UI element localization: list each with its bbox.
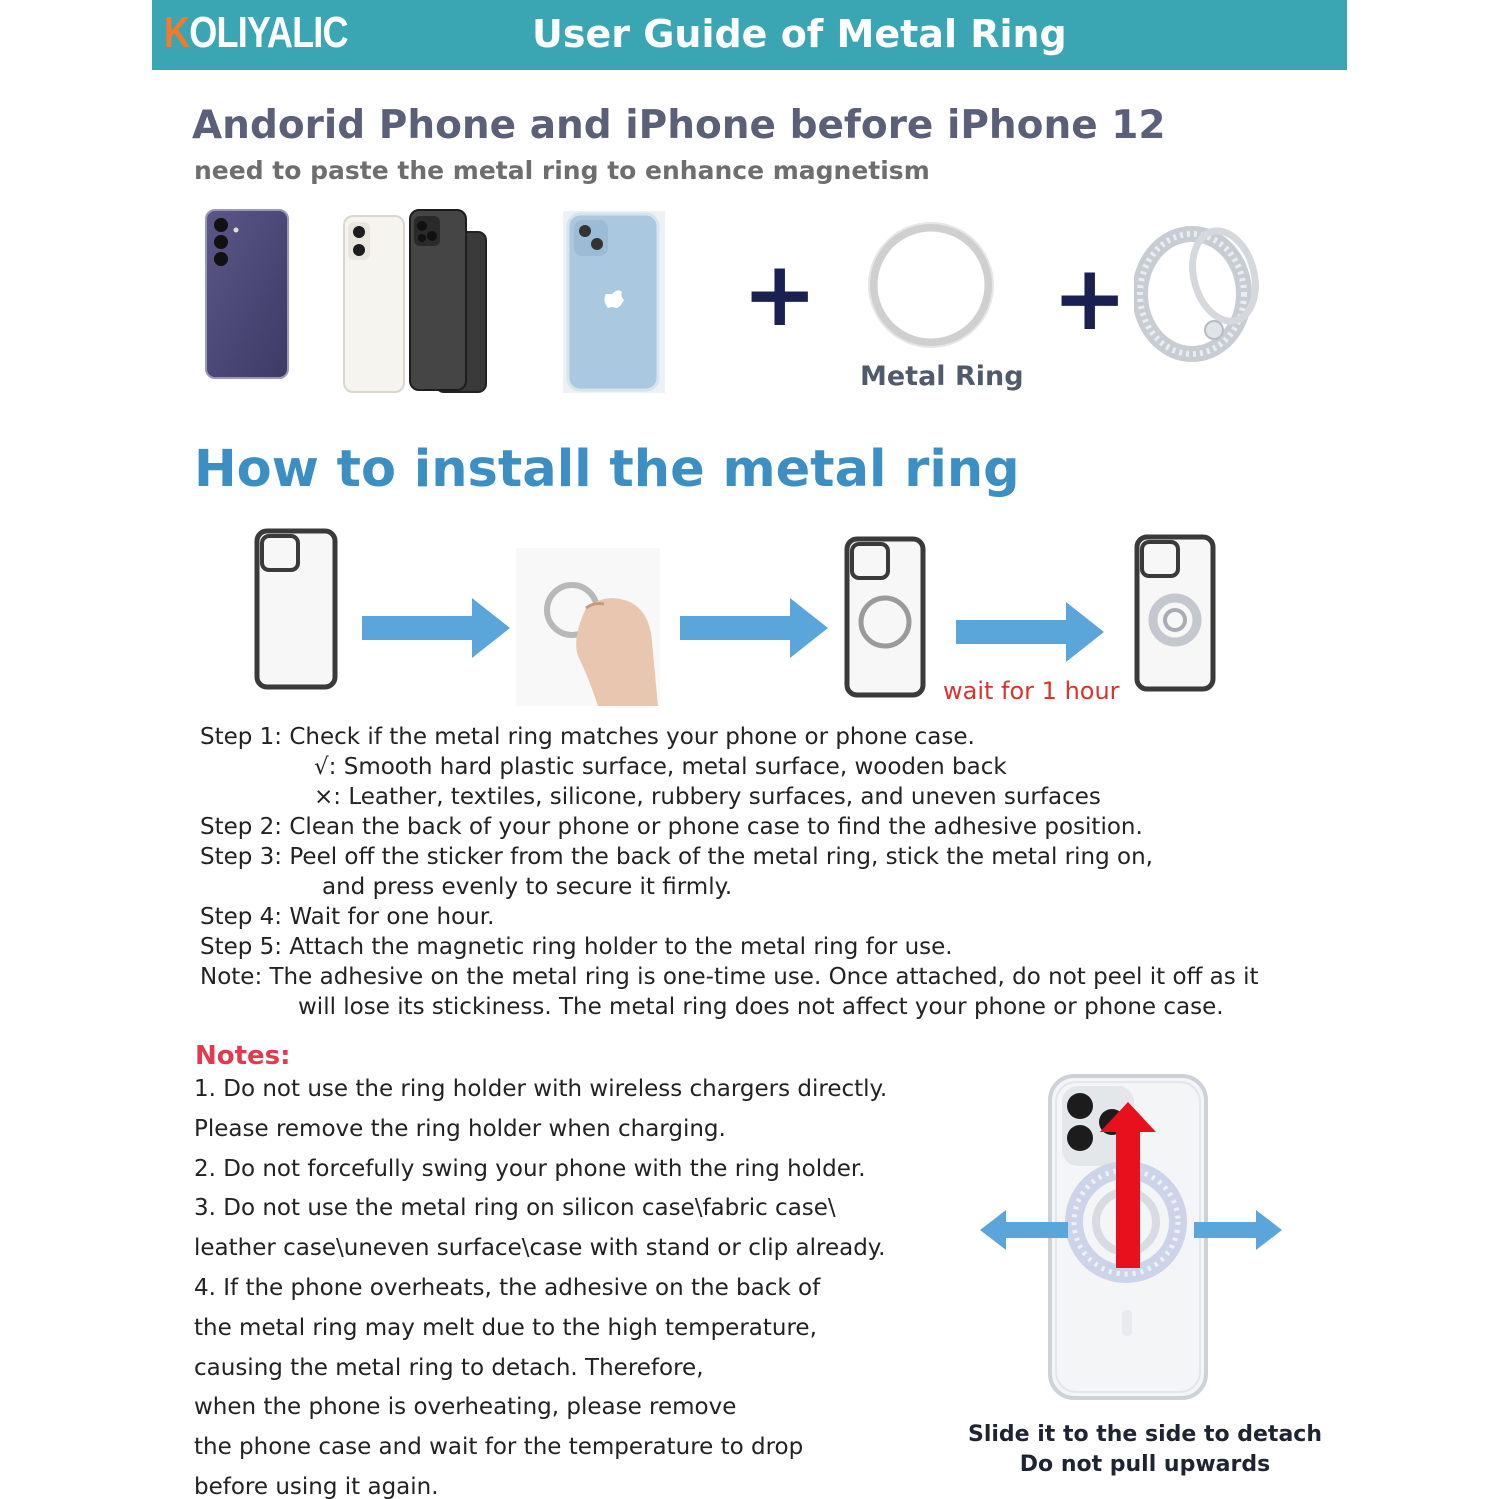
install-steps <box>200 722 1258 1022</box>
step-line: Step 4: Wait for one hour. <box>200 904 495 930</box>
step-line: Step 2: Clean the back of your phone or phone case to find the adhesive position. <box>200 814 1143 840</box>
note-line: causing the metal ring to detach. Therefore, <box>194 1354 704 1381</box>
note-line: 4. If the phone overheats, the adhesive on the back of <box>194 1274 821 1301</box>
page-title: User Guide of Metal Ring <box>532 12 1067 56</box>
ring-holder-image <box>1134 212 1264 362</box>
note-line: Please remove the ring holder when charging. <box>194 1115 726 1142</box>
metal-ring-label: Metal Ring <box>860 361 1024 392</box>
wait-label: wait for 1 hour <box>943 677 1120 705</box>
header-bar <box>152 0 1347 70</box>
note-line: 1. Do not use the ring holder with wireless chargers directly. <box>194 1076 888 1102</box>
detach-caption-line2: Do not pull upwards <box>1019 1452 1271 1477</box>
arrow-right-icon <box>680 596 830 660</box>
note-line: 2. Do not forcefully swing your phone with the ring holder. <box>194 1155 866 1182</box>
compat-subtitle: need to paste the metal ring to enhance magnetism <box>194 156 930 185</box>
step-line: will lose its stickiness. The metal ring does not affect your phone or phone case. <box>298 994 1224 1020</box>
step-line: Note: The adhesive on the metal ring is one-time use. Once attached, do not peel it off as it <box>200 964 1259 990</box>
note-line: when the phone is overheating, please remove <box>194 1394 737 1421</box>
step-line: Step 1: Check if the metal ring matches your phone or phone case. <box>200 724 975 750</box>
notes-title: Notes: <box>195 1041 291 1071</box>
arrow-right-icon <box>956 600 1106 664</box>
note-line: the metal ring may melt due to the high temperature, <box>194 1314 817 1341</box>
iphone-group-image <box>340 206 490 394</box>
blue-iphone-image <box>562 210 666 394</box>
case-with-ring-image <box>844 536 926 698</box>
step-line: Step 5: Attach the magnetic ring holder to the metal ring for use. <box>200 934 953 960</box>
note-line: 3. Do not use the metal ring on silicon case\fabric case\ <box>194 1195 836 1222</box>
step-line: √: Smooth hard plastic surface, metal surface, wooden back <box>314 754 1007 780</box>
note-line: the phone case and wait for the temperature to drop <box>194 1434 804 1461</box>
note-line: before using it again. <box>194 1473 439 1499</box>
notes-list <box>194 1070 887 1499</box>
detach-caption-line1: Slide it to the side to detach <box>967 1422 1322 1447</box>
hand-with-ring-image <box>516 548 660 706</box>
brand-logo: KOLIYALIC <box>164 8 348 57</box>
install-title: How to install the metal ring <box>194 440 1020 499</box>
plus-icon: + <box>1052 246 1128 351</box>
case-with-holder-image <box>1134 534 1216 692</box>
detach-illustration <box>976 1072 1286 1402</box>
compat-title: Andorid Phone and iPhone before iPhone 12 <box>192 103 1166 148</box>
plus-icon: + <box>742 242 818 347</box>
step-line: and press evenly to secure it firmly. <box>322 874 733 900</box>
android-phone-image <box>204 208 290 380</box>
detach-caption <box>960 1420 1330 1480</box>
step-line: ×: Leather, textiles, silicone, rubbery surfaces, and uneven surfaces <box>314 784 1101 810</box>
metal-ring-image <box>866 220 996 350</box>
note-line: leather case\uneven surface\case with stand or clip already. <box>194 1235 886 1262</box>
arrow-right-icon <box>362 596 512 660</box>
empty-case-image <box>254 528 338 690</box>
step-line: Step 3: Peel off the sticker from the back of the metal ring, stick the metal ring on, <box>200 844 1153 870</box>
